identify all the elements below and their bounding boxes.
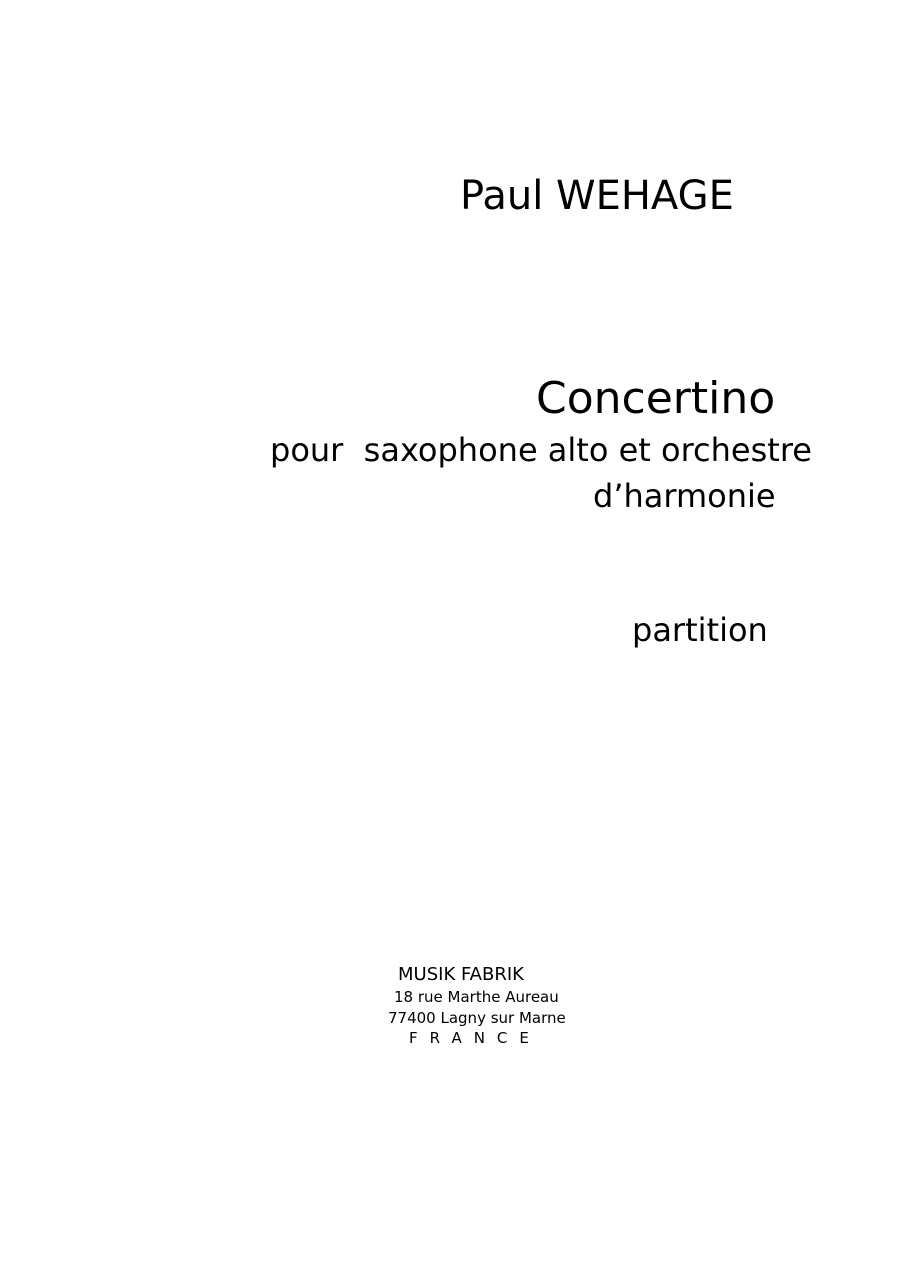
work-subtitle-line-1: pour saxophone alto et orchestre [270,431,812,469]
publisher-address-street: 18 rue Marthe Aureau [394,988,559,1006]
publisher-country: FRANCE [409,1029,541,1047]
composer-name: Paul WEHAGE [460,173,734,219]
publisher-address-city: 77400 Lagny sur Marne [388,1009,566,1027]
publisher-name: MUSIK FABRIK [398,964,524,985]
work-title: Concertino [536,373,776,424]
work-subtitle-line-2: d’harmonie [593,477,776,515]
document-type-label: partition [632,611,768,649]
